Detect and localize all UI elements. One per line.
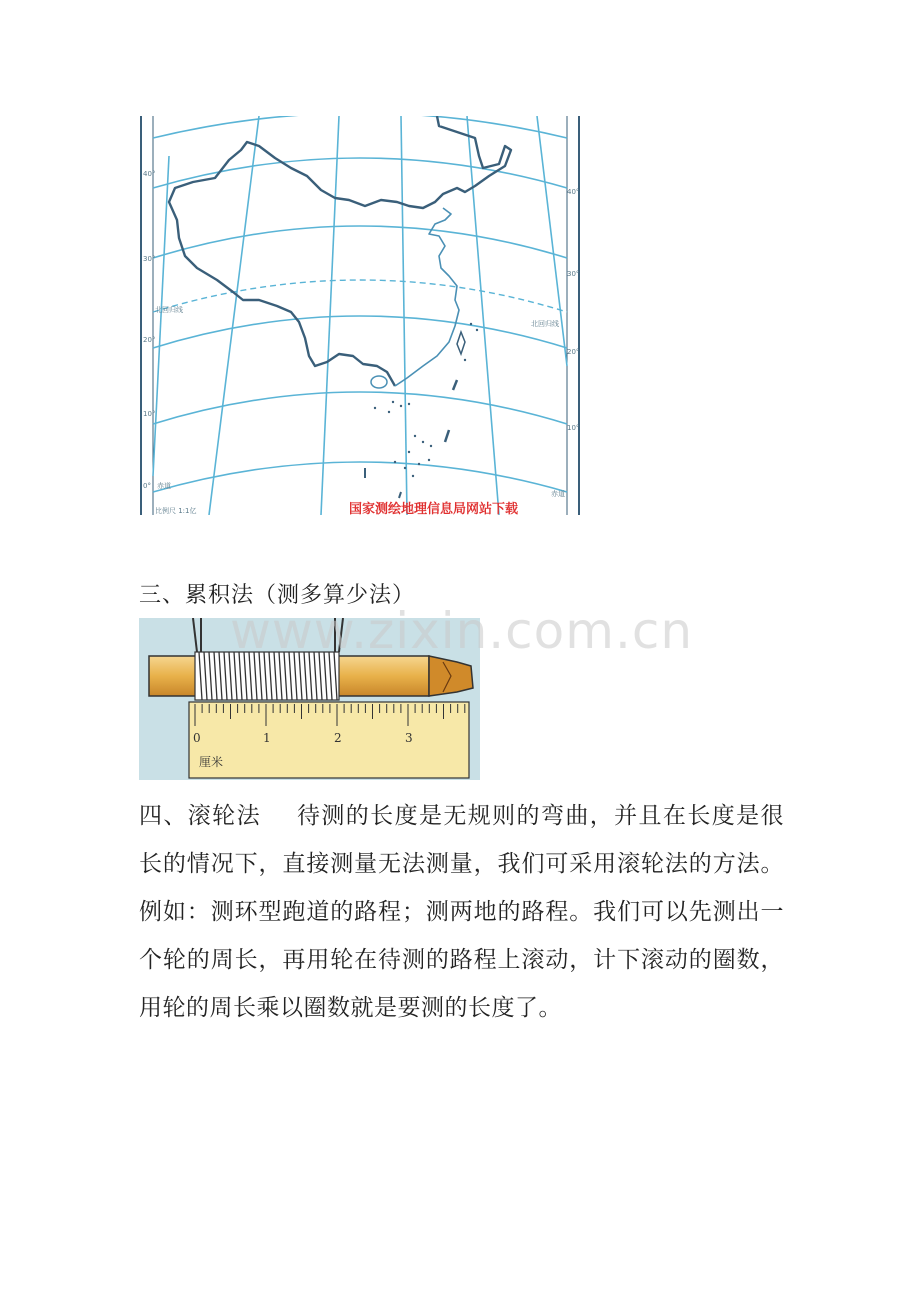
watermark: www.zixin.com.cn (230, 602, 694, 660)
lat-label-40: 40° (143, 170, 156, 178)
equator-label-right: 赤道 (551, 490, 565, 498)
ruler-label-1: 1 (263, 731, 271, 745)
ruler-unit-label: 厘米 (199, 755, 224, 769)
section4-heading: 四、滚轮法 (139, 803, 261, 829)
right-lat-label-20: 20° (567, 348, 580, 356)
section4-paragraph (139, 792, 784, 1032)
lat-label-30: 30° (143, 255, 156, 263)
china-map-svg (139, 116, 581, 515)
equator-label-left: 赤道 (157, 482, 171, 490)
lat-label-0: 0° (143, 482, 151, 490)
tropic-label-left: 北回归线 (155, 306, 183, 314)
coil-ruler-svg (139, 618, 480, 780)
right-lat-label-30: 30° (567, 270, 580, 278)
tropic-label-right: 北回归线 (531, 320, 559, 328)
map-source-caption: 国家测绘地理信息局网站下载 (349, 502, 519, 515)
scale-label: 比例尺 1:1亿 (155, 507, 197, 515)
ruler-label-3: 3 (405, 731, 413, 745)
lat-label-20: 20° (143, 336, 156, 344)
ruler-label-0: 0 (193, 731, 201, 745)
china-map-figure (139, 116, 581, 515)
right-lat-label-40: 40° (567, 188, 580, 196)
coil-ruler-figure (139, 618, 480, 780)
section3-heading: 三、累积法（测多算少法） (139, 583, 416, 608)
wire-coil (195, 652, 339, 700)
right-lat-label-10: 10° (567, 424, 580, 432)
lat-label-10: 10° (143, 410, 156, 418)
ruler-label-2: 2 (334, 731, 342, 745)
section4-body: 待测的长度是无规则的弯曲，并且在长度是很长的情况下，直接测量无法测量，我们可采用滚轮法的方法。例如：测环型跑道的路程；测两地的路程。我们可以先测出一个轮的周长，再用轮在待测的路程上滚动，计下滚动的圈数，用轮的周长乘以圈数就是要测的长度了。 (139, 803, 785, 1021)
